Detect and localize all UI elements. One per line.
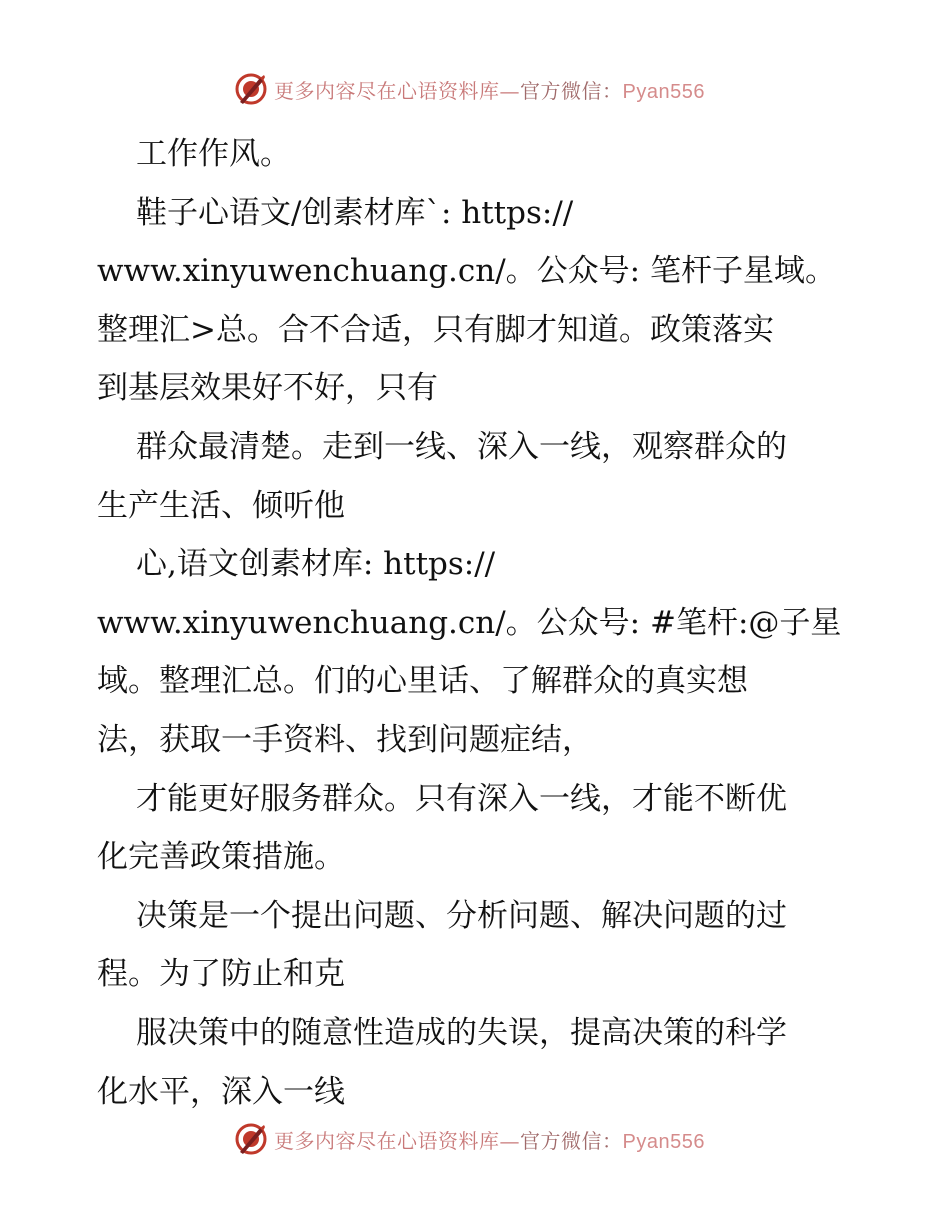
banner-wechat-label: 官方微信： — [520, 78, 623, 103]
text-line: 化完善政策措施。 — [97, 839, 345, 876]
text-line: 法，获取一手资料、找到问题症结， — [97, 721, 593, 758]
header-banner — [0, 70, 950, 110]
text-line: 程。为了防止和克 — [97, 956, 345, 993]
banner-main: 更多内容尽在心语资料库 — [274, 78, 500, 103]
text-line: 整理汇>总。合不合适，只有脚才知道。政策落实 — [97, 311, 774, 348]
text-line: 化水平，深入一线 — [97, 1073, 345, 1110]
banner-main: 更多内容尽在心语资料库 — [274, 1128, 500, 1153]
pen-logo-icon — [234, 72, 268, 106]
banner-text — [274, 1125, 705, 1154]
text-line: 工作作风。 — [136, 136, 291, 172]
banner-text — [274, 75, 705, 104]
banner-sep: — — [499, 78, 520, 103]
banner-wechat-id: Pyan556 — [622, 1130, 705, 1153]
text-line: 服决策中的随意性造成的失误，提高决策的科学 — [136, 1014, 787, 1051]
text-line: 生产生活、倾听他 — [97, 487, 345, 524]
text-line: 域。整理汇总。们的心里话、了解群众的真实想 — [97, 663, 748, 700]
text-line: www.xinyuwenchuang.cn/。公众号: 笔杆子星域。 — [97, 253, 836, 290]
text-line: 鞋子心语文/创素材库`: https:// — [136, 194, 574, 231]
text-line: 决策是一个提出问题、分析问题、解决问题的过 — [136, 897, 787, 934]
footer-banner — [0, 1120, 950, 1160]
text-line: 群众最清楚。走到一线、深入一线，观察群众的 — [136, 428, 787, 465]
banner-wechat-label: 官方微信： — [520, 1128, 623, 1153]
document-body — [97, 125, 857, 1121]
banner-sep: — — [499, 1128, 520, 1153]
text-line: www.xinyuwenchuang.cn/。公众号: #笔杆:@子星 — [97, 604, 842, 641]
banner-wechat-id: Pyan556 — [622, 80, 705, 103]
text-line: 才能更好服务群众。只有深入一线，才能不断优 — [136, 780, 787, 817]
pen-logo-icon — [234, 1122, 268, 1156]
text-line: 到基层效果好不好，只有 — [97, 370, 438, 407]
text-line: 心,语文创素材库: https:// — [136, 546, 496, 583]
